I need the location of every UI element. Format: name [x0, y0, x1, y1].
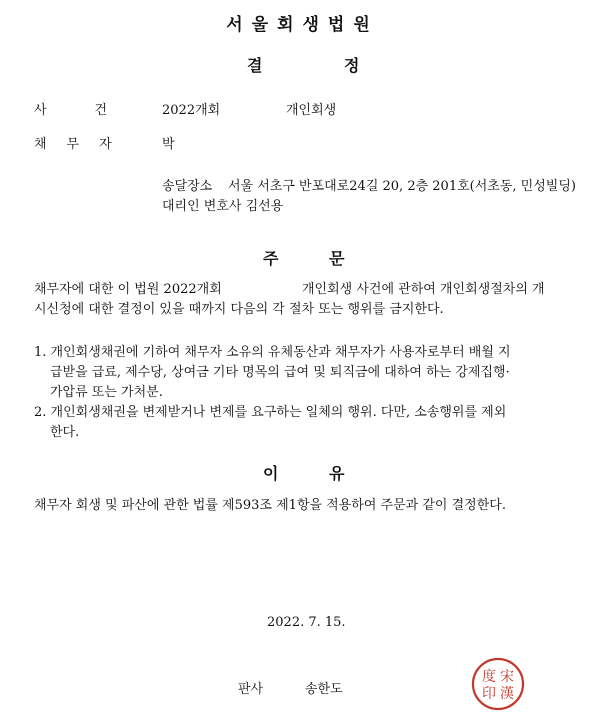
- judge-title: 판사: [238, 682, 264, 697]
- case-label: 사건: [34, 103, 156, 118]
- delivery-label: 송달장소: [162, 179, 213, 194]
- case-number: 2022개회: [162, 103, 221, 118]
- order-item-1-line-3: 가압류 또는 가처분.: [50, 385, 163, 400]
- debtor-name: 박: [162, 137, 175, 152]
- seal-char-3: 度: [482, 669, 496, 685]
- order-item-2-line-2: 한다.: [50, 425, 80, 440]
- debtor-label: 채무자: [34, 137, 132, 152]
- doc-type-left: 결: [247, 56, 263, 75]
- order-heading-right: 문: [329, 249, 345, 268]
- seal-char-4: 印: [482, 686, 496, 702]
- agent: 대리인 변호사 김선용: [162, 199, 284, 214]
- order-intro-part2: 개인회생 사건에 관하여 개인회생절차의 개: [302, 282, 545, 297]
- order-item-1-line-2: 급받을 급료, 제수당, 상여금 기타 명목의 급여 및 퇴직금에 대하여 하는 강제집행·: [50, 365, 510, 380]
- decision-date: 2022. 7. 15.: [267, 615, 346, 630]
- case-name: 개인회생: [286, 103, 337, 118]
- reason-text: 채무자 회생 및 파산에 관한 법률 제593조 제1항을 적용하여 주문과 같이 결정한다.: [34, 498, 506, 513]
- order-item-1-line-1: 1. 개인회생채권에 기하여 채무자 소유의 유체동산과 채무자가 사용자로부터 배월 지: [34, 345, 511, 360]
- seal-char-2: 漢: [500, 686, 514, 702]
- order-heading-left: 주: [263, 249, 279, 268]
- order-intro-part1: 채무자에 대한 이 법원 2022개회: [34, 282, 222, 297]
- seal-char-1: 宋: [500, 669, 514, 685]
- delivery-address: 서울 서초구 반포대로24길 20, 2층 201호(서초동, 민성빌딩): [228, 179, 576, 194]
- order-item-2-line-1: 2. 개인회생채권을 변제받거나 변제를 요구하는 일체의 행위. 다만, 소송행위를 제외: [34, 405, 507, 420]
- judge-name: 송한도: [305, 682, 343, 697]
- reason-heading-right: 유: [329, 464, 345, 483]
- reason-heading-left: 이: [263, 464, 279, 483]
- doc-type-right: 정: [344, 56, 360, 75]
- judge-seal: [471, 657, 525, 711]
- order-intro-line2: 시신청에 대한 결정이 있을 때까지 다음의 각 절차 또는 행위를 금지한다.: [34, 302, 444, 317]
- court-name: 서울회생법원: [226, 15, 379, 35]
